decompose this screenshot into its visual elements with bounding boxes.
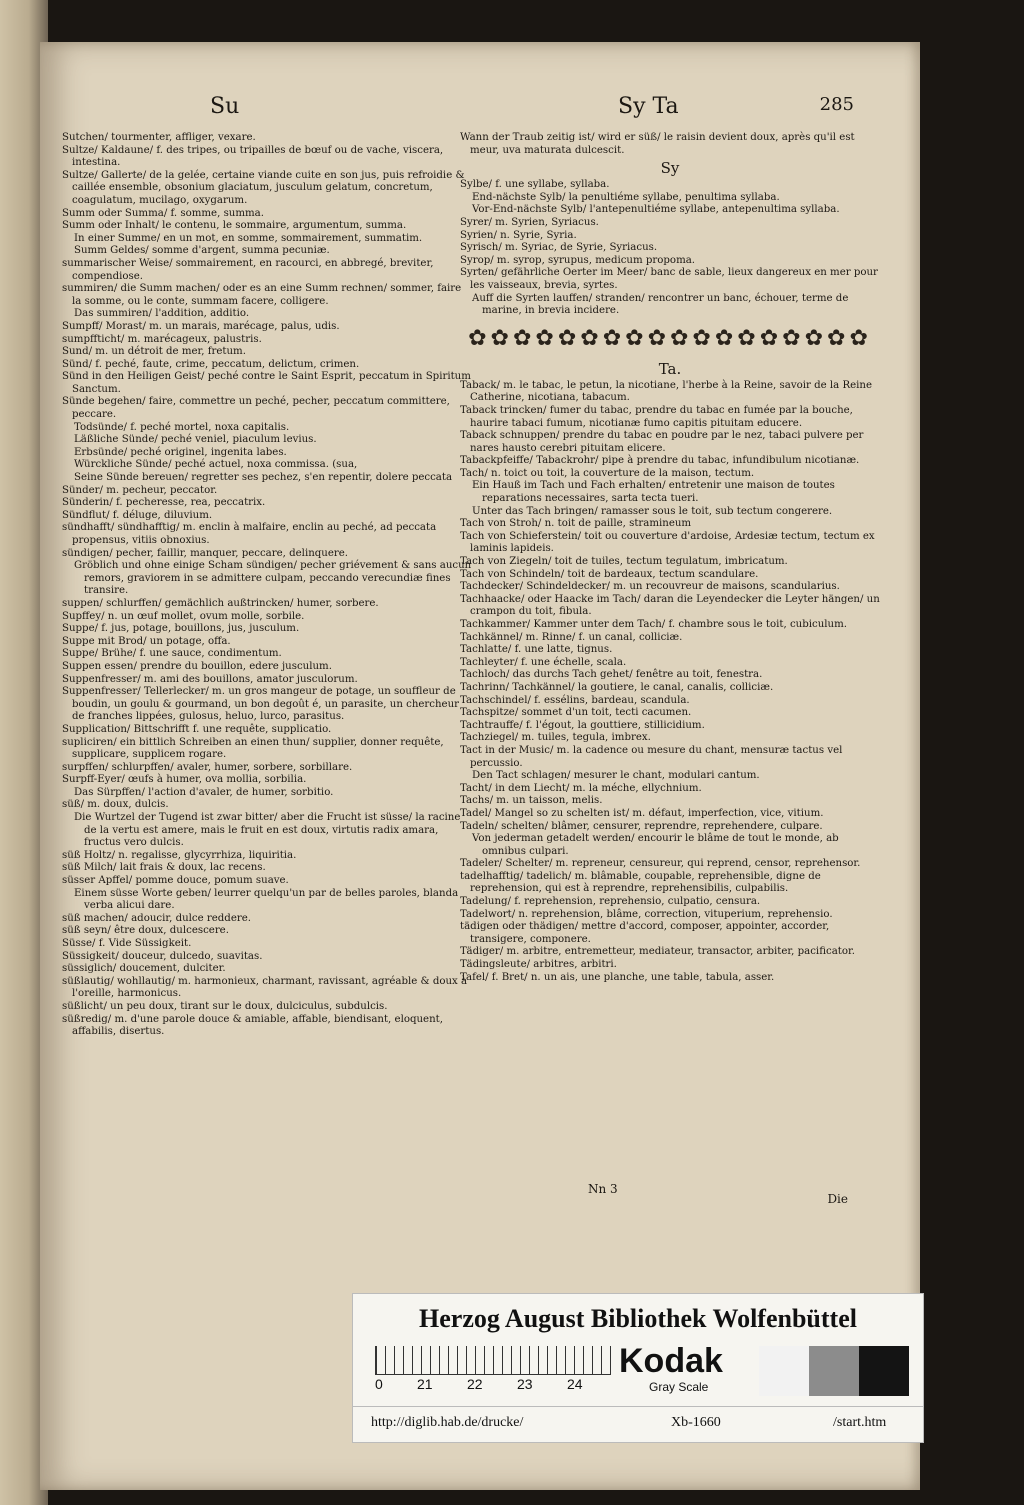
dictionary-entry: süßlicht/ un peu doux, tirant sur le doux, dulciculus, subdulcis. bbox=[62, 1000, 388, 1012]
dictionary-entry: süssiglich/ doucement, dulciter. bbox=[62, 963, 226, 975]
dictionary-entry: sündhafft/ sündhafftig/ m. enclin à malfaire, enclin au peché, ad peccata propensus, vitiis obnoxius. bbox=[62, 522, 437, 546]
dictionary-entry: süß seyn/ être doux, dulcescere. bbox=[62, 925, 229, 937]
dictionary-entry: Sünd in den Heiligen Geist/ peché contre le Saint Esprit, peccatum in Spiritum Sanctum. bbox=[62, 371, 471, 395]
dictionary-entry: Suppe/ Brühe/ f. une sauce, condimentum. bbox=[62, 648, 282, 660]
dictionary-entry: Tachkännel/ m. Rinne/ f. un canal, colliciæ. bbox=[460, 631, 683, 643]
dictionary-entry: Supplication/ Bittschrifft f. une requête, supplicatio. bbox=[62, 723, 332, 735]
dictionary-entry: Tach von Schieferstein/ toit ou couverture d'ardoise, Ardesiæ tectum, tectum ex laminis lapideis. bbox=[460, 530, 875, 555]
ruler-number: 23 bbox=[517, 1376, 533, 1392]
shelfmark: Xb-1660 bbox=[671, 1415, 721, 1430]
gray-swatch-dark bbox=[859, 1346, 909, 1396]
running-head-left: Su bbox=[210, 94, 240, 119]
dictionary-entry: Tachs/ m. un taisson, melis. bbox=[460, 795, 603, 807]
dictionary-entry: Würckliche Sünde/ peché actuel, noxa commissa. (sua, bbox=[74, 459, 358, 471]
dictionary-entry: Tachkammer/ Kammer unter dem Tach/ f. chambre sous le toit, cubiculum. bbox=[460, 619, 847, 630]
dictionary-entry: Unter das Tach bringen/ ramasser sous le toit, sub tectum congerere. bbox=[472, 505, 833, 517]
dictionary-entry: Die Wurtzel der Tugend ist zwar bitter/ aber die Frucht ist süsse/ la racine de la vertu est amere, mais le fruit en est doux, virtutis radix amara, fructus vero dulcis. bbox=[74, 812, 461, 849]
dictionary-entry: Ein Hauß im Tach und Fach erhalten/ entretenir une maison de toutes reparations necessaires, sarta tecta tueri. bbox=[472, 480, 835, 505]
dictionary-entry: süß Holtz/ n. regalisse, glycyrrhiza, liquiritia. bbox=[62, 849, 297, 861]
dictionary-entry: Sünder/ m. pecheur, peccator. bbox=[62, 484, 218, 496]
dictionary-entry: Supffey/ n. un œuf mollet, ovum molle, sorbile. bbox=[62, 610, 305, 622]
dictionary-entry: Den Tact schlagen/ mesurer le chant, modulari cantum. bbox=[472, 770, 760, 782]
dictionary-entry: summiren/ die Summ machen/ oder es an eine Summ rechnen/ sommer, faire la somme, ou le conte, summam facere, colligere. bbox=[62, 283, 462, 307]
dictionary-entry: Syrten/ gefährliche Oerter im Meer/ banc de sable, lieux dangereux en mer pour les vaisseaux, brevia, syrtes. bbox=[460, 267, 878, 291]
page-number: 285 bbox=[819, 94, 854, 115]
dictionary-entry: Tachhaacke/ oder Haacke im Tach/ daran die Leyendecker die Leyter hängen/ un crampon du toit, fibula. bbox=[460, 593, 880, 618]
dictionary-entry: Summ oder Inhalt/ le contenu, le sommaire, argumentum, summa. bbox=[62, 220, 407, 232]
dictionary-entry: Tachtrauffe/ f. l'égout, la gouttiere, stillicidium. bbox=[460, 719, 705, 731]
dictionary-entry: Erbsünde/ peché originel, ingenita labes. bbox=[74, 446, 287, 458]
dictionary-entry: Tach/ n. toict ou toit, la couverture de la maison, tectum. bbox=[460, 467, 755, 479]
book-page bbox=[40, 42, 920, 1490]
dictionary-entry: Tachlatte/ f. une latte, tignus. bbox=[460, 644, 613, 656]
library-url: http://diglib.hab.de/drucke/ bbox=[371, 1415, 524, 1430]
dictionary-entry: Wann der Traub zeitig ist/ wird er süß/ le raisin devient doux, après qu'il est meur, uva maturata dulcescit. bbox=[460, 132, 855, 156]
dictionary-entry: Tachloch/ das durchs Tach gehet/ fenêtre au toit, fenestra. bbox=[460, 669, 763, 681]
dictionary-entry: süß machen/ adoucir, dulce reddere. bbox=[62, 912, 251, 924]
dictionary-entry: Einem süsse Worte geben/ leurrer quelqu'un par de belles paroles, blanda verba alicui dare. bbox=[74, 887, 459, 912]
dictionary-entry: Suppe mit Brod/ un potage, offa. bbox=[62, 635, 231, 647]
dictionary-entry: supliciren/ ein bittlich Schreiben an einen thun/ supplier, donner requête, supplicare, supplicem rogare. bbox=[62, 736, 444, 761]
library-title: Herzog August Bibliothek Wolfenbüttel bbox=[419, 1304, 857, 1333]
dictionary-entry: Summ Geldes/ somme d'argent, summa pecuniæ. bbox=[74, 245, 330, 257]
dictionary-entry: Tachleyter/ f. une échelle, scala. bbox=[460, 656, 627, 668]
dictionary-entry: Seine Sünde bereuen/ regretter ses pechez, s'en repentir, dolere peccata bbox=[74, 472, 453, 484]
ornament-divider: ✿✿✿✿✿✿✿✿✿✿✿✿✿✿✿✿✿✿ bbox=[468, 325, 872, 351]
dictionary-entry: Tach von Stroh/ n. toit de paille, stramineum bbox=[460, 518, 692, 530]
dictionary-entry: Tact in der Music/ m. la cadence ou mesure du chant, mensuræ tactus vel percussio. bbox=[460, 744, 843, 769]
dictionary-entry: Tacht/ in dem Liecht/ m. la méche, ellychnium. bbox=[460, 782, 702, 794]
dictionary-entry: tädigen oder thädigen/ mettre d'accord, composer, appointer, accorder, transigere, componere. bbox=[460, 921, 830, 945]
dictionary-entry: Sünde begehen/ faire, commettre un peché, pecher, peccatum committere, peccare. bbox=[62, 396, 450, 421]
gray-swatches bbox=[759, 1346, 909, 1396]
dictionary-entry: Sutchen/ tourmenter, affliger, vexare. bbox=[62, 132, 256, 143]
dictionary-entry: Tach von Schindeln/ toit de bardeaux, tectum scandulare. bbox=[460, 568, 759, 580]
dictionary-entry: Süssigkeit/ douceur, dulcedo, suavitas. bbox=[62, 950, 263, 962]
library-color-card bbox=[352, 1293, 924, 1443]
dictionary-entry: Tachspitze/ sommet d'un toit, tecti cacumen. bbox=[460, 707, 692, 719]
dictionary-entry: Vor-End-nächste Sylb/ l'antepenultiéme syllabe, antepenultima syllaba. bbox=[472, 204, 840, 216]
dictionary-entry: Tadeln/ schelten/ blâmer, censurer, reprendre, reprehendere, culpare. bbox=[460, 820, 823, 832]
dictionary-entry: summarischer Weise/ sommairement, en racourci, en abbregé, breviter, compendiose. bbox=[62, 257, 434, 282]
dictionary-entry: süß Milch/ lait frais & doux, lac recens. bbox=[62, 862, 266, 874]
dictionary-entry: Sünderin/ f. pecheresse, rea, peccatrix. bbox=[62, 497, 266, 509]
dictionary-entry: Süsse/ f. Vide Süssigkeit. bbox=[62, 938, 192, 949]
dictionary-entry: Todsünde/ f. peché mortel, noxa capitalis. bbox=[74, 421, 290, 433]
ruler-number: 0 bbox=[375, 1376, 383, 1392]
ruler-scale bbox=[375, 1346, 611, 1375]
dictionary-entry: Suppenfresser/ m. ami des bouillons, amator jusculorum. bbox=[62, 673, 358, 685]
dictionary-entry: süsser Apffel/ pomme douce, pomum suave. bbox=[62, 875, 289, 887]
dictionary-entry: Tachrinn/ Tachkännel/ la goutiere, le canal, canalis, colliciæ. bbox=[460, 681, 774, 693]
dictionary-entry: Das Sürpffen/ l'action d'avaler, de humer, sorbitio. bbox=[74, 786, 334, 798]
dictionary-entry: Auff die Syrten lauffen/ stranden/ rencontrer un banc, échouer, terme de marine, in brevia incidere. bbox=[472, 292, 849, 317]
card-footer bbox=[353, 1406, 923, 1437]
dictionary-entry: Taback trincken/ fumer du tabac, prendre du tabac en fumée par la bouche, haurire tabaci fumum, nicotianæ fumo capitis pituitam educere. bbox=[460, 404, 853, 429]
dictionary-entry: Tadelwort/ n. reprehension, blâme, correction, vituperium, reprehensio. bbox=[460, 908, 833, 920]
dictionary-entry: Läßliche Sünde/ peché veniel, piaculum levius. bbox=[74, 434, 317, 446]
dictionary-entry: sumpffticht/ m. marécageux, palustris. bbox=[62, 333, 262, 345]
signature-mark: Nn 3 bbox=[588, 1182, 618, 1196]
dictionary-entry: Summ oder Summa/ f. somme, summa. bbox=[62, 207, 264, 219]
dictionary-entry: surpffen/ schlurpffen/ avaler, humer, sorbere, sorbillare. bbox=[62, 761, 353, 773]
dictionary-entry: Sünd/ f. peché, faute, crime, peccatum, delictum, crimen. bbox=[62, 358, 360, 370]
dictionary-entry: Sund/ m. un détroit de mer, fretum. bbox=[62, 346, 246, 358]
dictionary-entry: Sumpff/ Morast/ m. un marais, marécage, palus, udis. bbox=[62, 320, 340, 332]
dictionary-entry: Taback/ m. le tabac, le petun, la nicotiane, l'herbe à la Reine, savoir de la Reine Catherine, nicotiana, tabacum. bbox=[460, 379, 872, 404]
dictionary-entry: tadelhafftig/ tadelich/ m. blâmable, coupable, reprehensible, digne de reprehension, qui est à reprendre, reprehensibilis, culpabilis. bbox=[460, 870, 821, 895]
dictionary-entry: süßredig/ m. d'une parole douce & amiable, affable, biendisant, eloquent, affabilis, disertus. bbox=[62, 1013, 443, 1038]
dictionary-entry: Tachdecker/ Schindeldecker/ m. un recouvreur de maisons, scandularius. bbox=[460, 581, 840, 593]
dictionary-entry: Gröblich und ohne einige Scham sündigen/ pecher griévement & sans aucun remors, graviorem in se admittere culpam, peccando verecundiæ fines transire. bbox=[74, 560, 472, 597]
gray-scale-label: Gray Scale bbox=[649, 1380, 709, 1394]
dictionary-entry: End-nächste Sylb/ la penultiéme syllabe, penultima syllaba. bbox=[472, 191, 780, 203]
dictionary-entry: Syrer/ m. Syrien, Syriacus. bbox=[460, 216, 599, 228]
dictionary-entry: Suppen essen/ prendre du bouillon, edere jusculum. bbox=[62, 660, 332, 672]
dictionary-entry: Tafel/ f. Bret/ n. un ais, une planche, une table, tabula, asser. bbox=[460, 971, 775, 983]
right-column bbox=[460, 132, 880, 984]
gray-swatch-light bbox=[759, 1346, 809, 1396]
dictionary-entry: Tädiger/ m. arbitre, entremetteur, mediateur, transactor, arbiter, pacificator. bbox=[460, 946, 855, 958]
dictionary-entry: süß/ m. doux, dulcis. bbox=[62, 799, 169, 811]
dictionary-entry: Tadelung/ f. reprehension, reprehensio, culpatio, censura. bbox=[460, 896, 761, 908]
dictionary-entry: Das summiren/ l'addition, additio. bbox=[74, 308, 250, 320]
dictionary-entry: Von jederman getadelt werden/ encourir le blâme de tout le monde, ab omnibus culpari. bbox=[472, 833, 839, 857]
dictionary-entry: Sylbe/ f. une syllabe, syllaba. bbox=[460, 179, 610, 191]
ruler-number: 22 bbox=[467, 1376, 483, 1392]
dictionary-entry: In einer Summe/ en un mot, en somme, sommairement, summatim. bbox=[74, 232, 423, 244]
dictionary-entry: Syrop/ m. syrop, syrupus, medicum propoma. bbox=[460, 254, 696, 266]
section-heading-ta: Ta. bbox=[658, 359, 682, 378]
ruler-number: 21 bbox=[417, 1376, 433, 1392]
dictionary-entry: Taback schnuppen/ prendre du tabac en poudre par le nez, tabaci pulvere per nares hausto cerebri pituitam elicere. bbox=[460, 430, 864, 454]
dictionary-entry: Syrien/ n. Syrie, Syria. bbox=[460, 229, 577, 241]
dictionary-entry: Suppe/ f. jus, potage, bouillons, jus, jusculum. bbox=[62, 623, 300, 635]
dictionary-entry: Sultze/ Gallerte/ de la gelée, certaine viande cuite en son jus, puis refroidie & caillée ensemble, obsonium glaciatum, jusculum gelatum, concretum, coagulatum, mucilago, oxygarum. bbox=[62, 169, 465, 206]
dictionary-entry: Tabackpfeiffe/ Tabackrohr/ pipe à prendre du tabac, infundibulum nicotianæ. bbox=[460, 455, 860, 467]
dictionary-entry: Sündflut/ f. déluge, diluvium. bbox=[62, 509, 213, 521]
dictionary-entry: Tachschindel/ f. essélins, bardeau, scandula. bbox=[460, 694, 690, 706]
ruler-number: 24 bbox=[567, 1376, 583, 1392]
running-head-right: Sy Ta bbox=[618, 94, 679, 119]
dictionary-entry: süßlautig/ wohllautig/ m. harmonieux, charmant, ravissant, agréable & doux à l'oreille, harmonicus. bbox=[62, 975, 468, 1000]
dictionary-entry: sündigen/ pecher, faillir, manquer, peccare, delinquere. bbox=[62, 547, 349, 559]
section-heading-sy: Sy bbox=[660, 159, 680, 178]
start-path: /start.htm bbox=[833, 1415, 887, 1430]
dictionary-entry: Tach von Ziegeln/ toit de tuiles, tectum tegulatum, imbricatum. bbox=[460, 556, 788, 568]
dictionary-entry: Tadeler/ Schelter/ m. repreneur, censureur, qui reprend, censor, reprehensor. bbox=[460, 858, 861, 870]
dictionary-entry: Tädingsleute/ arbitres, arbitri. bbox=[460, 959, 617, 971]
dictionary-entry: Suppenfresser/ Tellerlecker/ m. un gros mangeur de potage, un souffleur de boudin, un goulu & gourmand, un bon degoût é, un parasite, un chercheur de franches lippées, gulosus, heluo, lurco, parasitus. bbox=[62, 686, 460, 723]
gray-swatch-mid bbox=[809, 1346, 859, 1396]
dictionary-entry: Tadel/ Mangel so zu schelten ist/ m. défaut, imperfection, vice, vitium. bbox=[460, 807, 824, 819]
dictionary-entry: Syrisch/ m. Syriac, de Syrie, Syriacus. bbox=[460, 242, 658, 254]
dictionary-entry: Surpff-Eyer/ œufs à humer, ova mollia, sorbilia. bbox=[62, 774, 307, 786]
catchword: Die bbox=[827, 1192, 848, 1206]
dictionary-entry: Sultze/ Kaldaune/ f. des tripes, ou tripailles de bœuf ou de vache, viscera, intestina. bbox=[62, 144, 444, 169]
dictionary-entry: Tachziegel/ m. tuiles, tegula, imbrex. bbox=[460, 732, 651, 744]
kodak-logo: Kodak bbox=[619, 1342, 723, 1380]
dictionary-entry: suppen/ schlurffen/ gemächlich außtrincken/ humer, sorbere. bbox=[62, 597, 379, 609]
left-column bbox=[62, 132, 472, 1039]
